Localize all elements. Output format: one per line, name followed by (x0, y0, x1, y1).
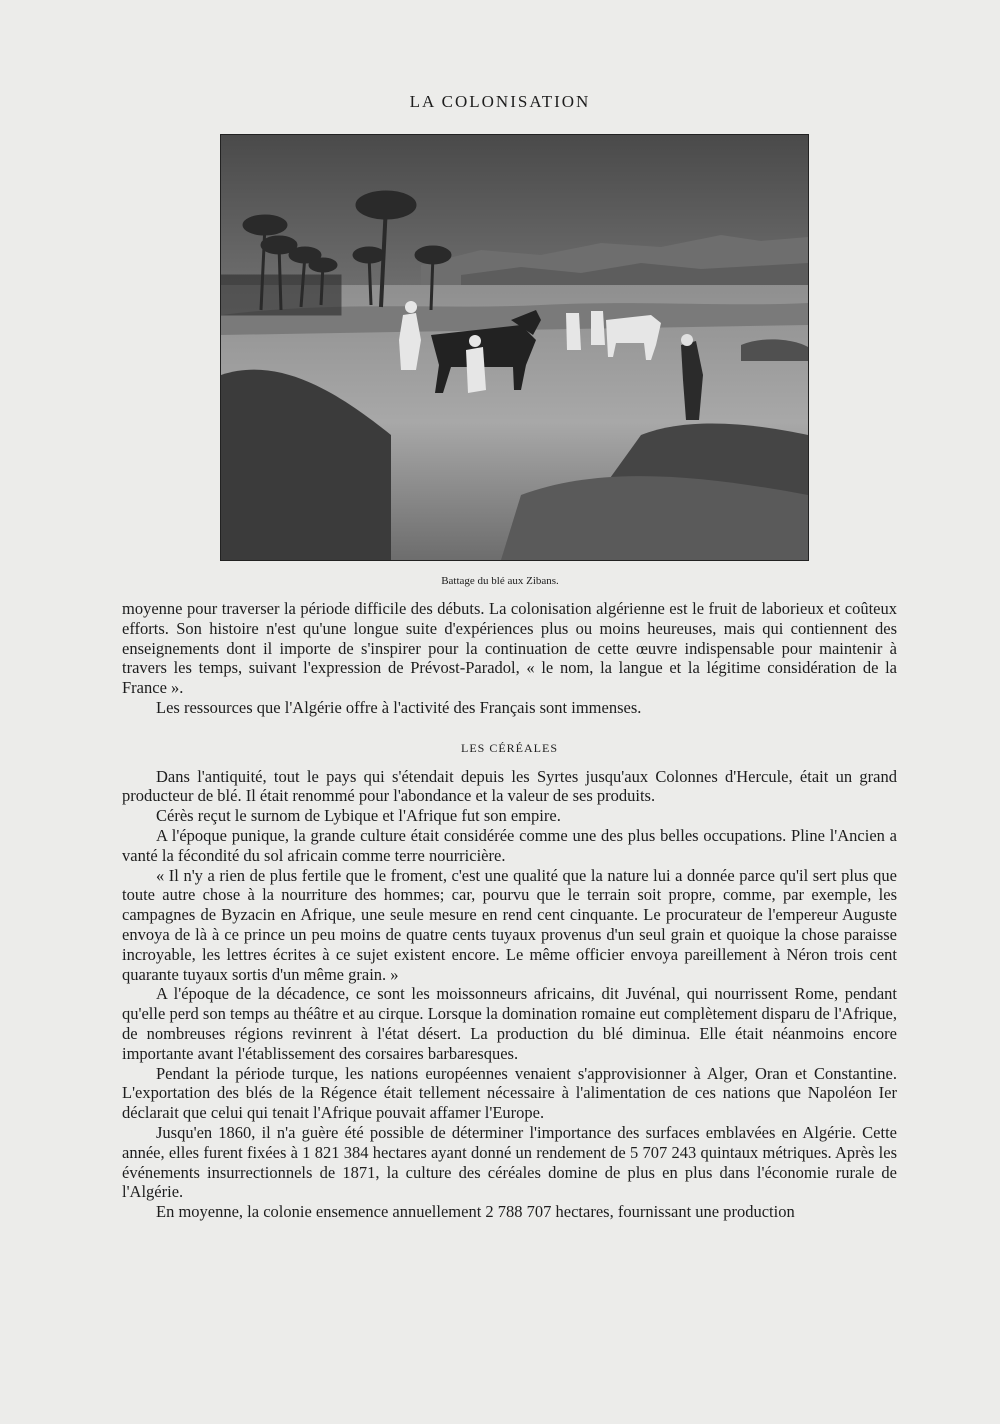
paragraph: Pendant la période turque, les nations européennes venaient s'approvisionner à Alger, Oran et Constantine. L'exportation des blés de la Régence était tellement nécessaire à l'alimentation de ces nations que Napoléon Ier déclarait que celui qui tenait l'Afrique pouvait affamer l'Europe. (122, 1063, 897, 1123)
paragraph: Jusqu'en 1860, il n'a guère été possible de déterminer l'importance des surfaces emblavées en Algérie. Cette année, elles furent fixées à 1 821 384 hectares ayant donné un rendement de 5 707 243 quintaux métriques. Après les événements insurrectionnels de 1871, la culture des céréales domine de plus en plus dans l'économie rurale de l'Algérie. (122, 1122, 897, 1202)
paragraph: Dans l'antiquité, tout le pays qui s'étendait depuis les Syrtes jusqu'aux Colonnes d'Hercule, était un grand producteur de blé. Il était renommé pour l'abondance et la valeur de ses produits. (122, 766, 897, 806)
paragraph: En moyenne, la colonie ensemence annuellement 2 788 707 hectares, fournissant une production (156, 1202, 795, 1222)
section-title: LES CÉRÉALES (460, 740, 558, 755)
paragraph-intro: Les ressources que l'Algérie offre à l'activité des Français sont immenses. (156, 697, 642, 717)
threshing-photograph (220, 134, 809, 561)
paragraph-quotation: « Il n'y a rien de plus fertile que le froment, c'est une qualité que la nature lui a donnée parce qu'il sert plus que toute autre chose à la nourriture des hommes; car, pourvu que le terrain soit propre, comme, par exemple, les campagnes de Byzacin en Afrique, une seule mesure en rend cent cinquante. Le procurateur de l'empereur Auguste envoya de là à ce prince un peu moins de quatre cents tuyaux provenus d'un seul grain et quoique la chose paraisse incroyable, les lettres écrites à ce sujet existent encore. Le même officier envoya pareillement à Néron trois cent quarante tuyaux sortis d'un même grain. » (122, 865, 897, 984)
paragraph: Cérès reçut le surnom de Lybique et l'Afrique fut son empire. (156, 806, 561, 826)
running-title: LA COLONISATION (409, 92, 591, 111)
paragraph: A l'époque punique, la grande culture était considérée comme une des plus belles occupations. Pline l'Ancien a vanté la fécondité du sol africain comme terre nourricière. (122, 825, 897, 865)
figure-caption: Battage du blé aux Zibans. (441, 575, 559, 587)
threshing-photo-illustration (221, 135, 808, 560)
article-body (122, 599, 897, 1222)
paragraph: A l'époque de la décadence, ce sont les moissonneurs africains, dit Juvénal, qui nourrissent Rome, pendant qu'elle perd son temps au théâtre et au cirque. Lorsque la domination romaine eut complètement disparu de l'Afrique, de nombreuses régions revinrent à l'état désert. La production du blé diminua. Elle était néanmoins encore importante avant l'établissement des corsaires barbaresques. (122, 984, 897, 1063)
paragraph-intro-continuation: moyenne pour traverser la période difficile des débuts. La colonisation algérienne est le fruit de laborieux et coûteux efforts. Son histoire n'est qu'une longue suite d'expériences plus ou moins heureuses, mais qui contiennent des enseignements dont il importe de s'inspirer pour la continuation de cette œuvre indispensable pour maintenir à travers les temps, suivant l'expression de Prévost-Paradol, « le nom, la langue et la légitime considération de la France ». (122, 599, 897, 698)
